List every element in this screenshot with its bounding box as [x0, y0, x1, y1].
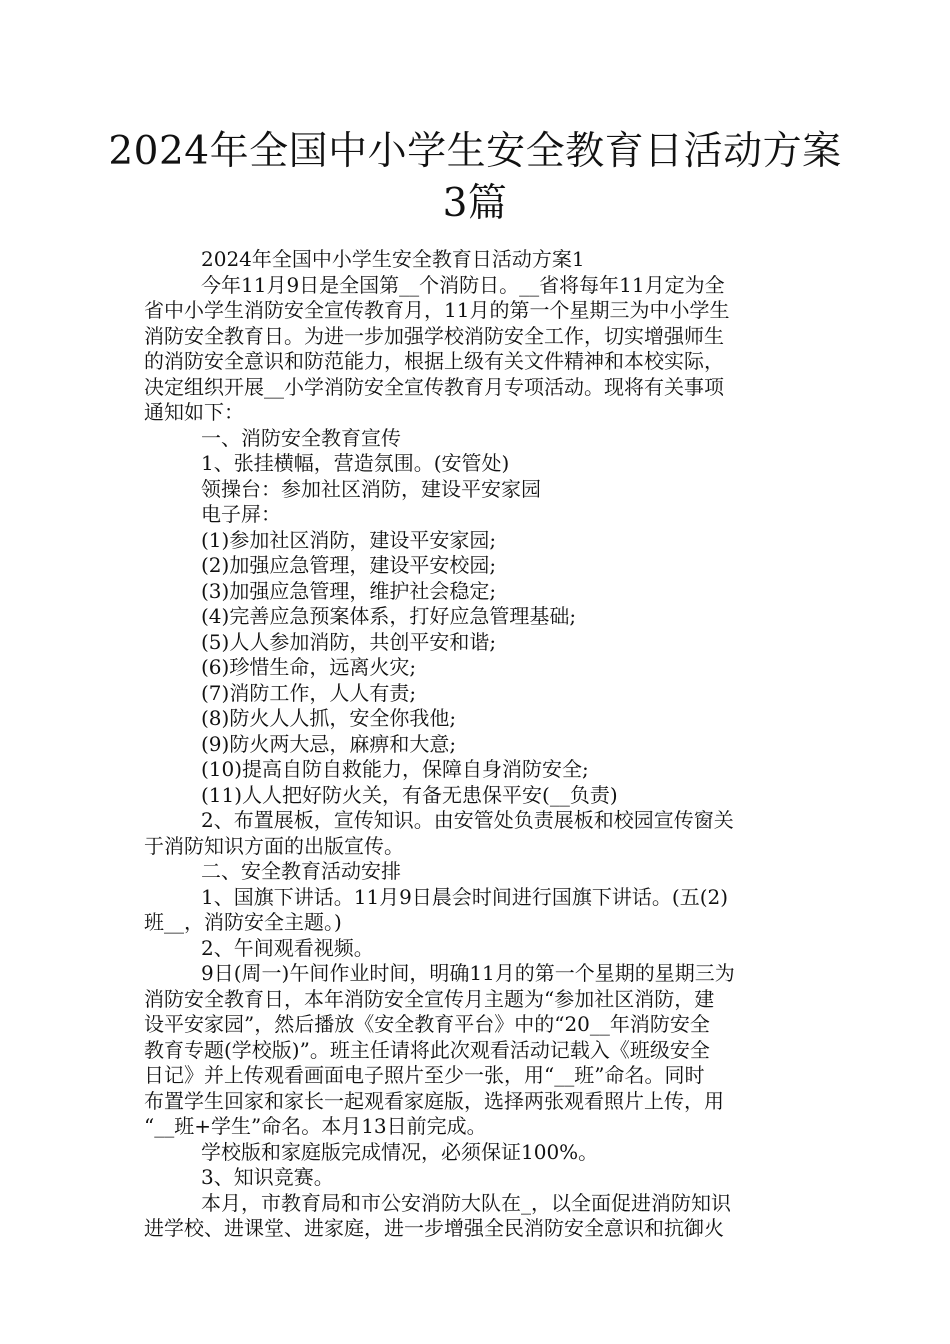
- paragraph-line: 通知如下：: [144, 400, 244, 424]
- paragraph-line: 1、张挂横幅，营造氛围。(安管处): [201, 451, 510, 475]
- paragraph-line: (6)珍惜生命，远离火灾;: [201, 655, 417, 679]
- paragraph-line: 今年11月9日是全国第__个消防日。__省将每年11月定为全: [201, 272, 725, 297]
- document-body: [144, 247, 814, 1242]
- paragraph-line: 一、消防安全教育宣传: [201, 425, 401, 450]
- paragraph-line: 2、午间观看视频。: [201, 935, 374, 960]
- paragraph-line: 进学校、进课堂、进家庭，进一步增强全民消防安全意识和抗御火: [144, 1216, 724, 1240]
- paragraph-line: 本月，市教育局和市公安消防大队在_，以全面促进消防知识: [201, 1190, 731, 1215]
- paragraph-line: 布置学生回家和家长一起观看家庭版，选择两张观看照片上传，用: [144, 1088, 724, 1113]
- paragraph-line: (11)人人把好防火关，有备无患保平安(__负责): [201, 782, 618, 807]
- paragraph-line: 学校版和家庭版完成情况，必须保证100%。: [201, 1139, 599, 1164]
- paragraph-line: 于消防知识方面的出版宣传。: [144, 833, 404, 858]
- paragraph-line: 日记》并上传观看画面电子照片至少一张，用“__班”命名。同时: [144, 1063, 705, 1087]
- paragraph-line: (7)消防工作，人人有责;: [201, 680, 417, 705]
- paragraph-line: “__班+学生”命名。本月13日前完成。: [144, 1114, 487, 1138]
- paragraph-line: (9)防火两大忌，麻痹和大意;: [201, 731, 457, 756]
- paragraph-line: (5)人人参加消防，共创平安和谐;: [201, 629, 497, 654]
- paragraph-line: 2、布置展板，宣传知识。由安管处负责展板和校园宣传窗关: [201, 808, 734, 832]
- paragraph-line: 班__，消防安全主题。): [144, 910, 342, 934]
- paragraph-line: 电子屏：: [201, 502, 281, 526]
- paragraph-line: 1、国旗下讲话。11月9日晨会时间进行国旗下讲话。(五(2): [201, 884, 729, 909]
- paragraph-line: (4)完善应急预案体系，打好应急管理基础;: [201, 604, 577, 628]
- paragraph-line: 消防安全教育日。为进一步加强学校消防安全工作，切实增强师生: [144, 323, 724, 348]
- paragraph-line: (8)防火人人抓，安全你我他;: [201, 706, 457, 730]
- paragraph-line: 的消防安全意识和防范能力，根据上级有关文件精神和本校实际，: [144, 349, 724, 373]
- document-title-line-2: 3篇: [442, 181, 508, 226]
- paragraph-line: 决定组织开展__小学消防安全宣传教育月专项活动。现将有关事项: [144, 374, 724, 399]
- paragraph-line: (1)参加社区消防，建设平安家园;: [201, 527, 497, 552]
- paragraph-line: (10)提高自防自救能力，保障自身消防安全;: [201, 757, 589, 781]
- paragraph-line: (3)加强应急管理，维护社会稳定;: [201, 578, 497, 603]
- paragraph-line: 二、安全教育活动安排: [201, 859, 401, 883]
- paragraph-line: 3、知识竞赛。: [201, 1165, 334, 1189]
- document-title-line-1: 2024年全国中小学生安全教育日活动方案: [108, 129, 842, 174]
- paragraph-line: 消防安全教育日，本年消防安全宣传月主题为“参加社区消防，建: [144, 986, 715, 1011]
- paragraph-line: 教育专题(学校版)”。班主任请将此次观看活动记载入《班级安全: [144, 1037, 710, 1062]
- paragraph-line: (2)加强应急管理，建设平安校园;: [201, 553, 497, 577]
- paragraph-line: 2024年全国中小学生安全教育日活动方案1: [201, 247, 585, 271]
- paragraph-line: 设平安家园”，然后播放《安全教育平台》中的“20__年消防安全: [144, 1012, 710, 1036]
- paragraph-line: 9日(周一)午间作业时间，明确11月的第一个星期的星期三为: [201, 961, 735, 985]
- paragraph-line: 省中小学生消防安全宣传教育月，11月的第一个星期三为中小学生: [144, 298, 730, 322]
- paragraph-line: 领操台：参加社区消防，建设平安家园: [201, 476, 541, 501]
